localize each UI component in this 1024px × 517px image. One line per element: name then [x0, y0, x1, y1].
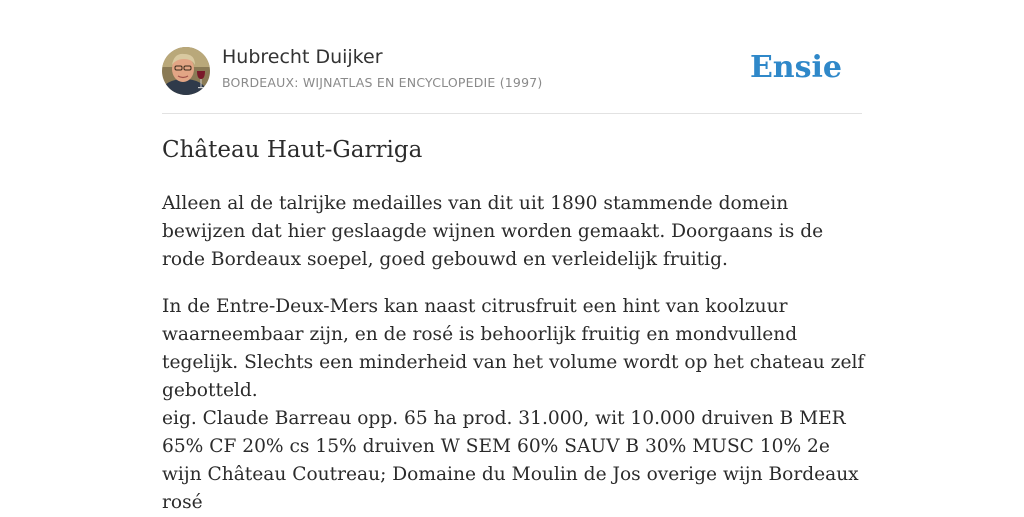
author-portrait-icon [162, 47, 210, 95]
book-title[interactable]: BORDEAUX: WIJNATLAS EN ENCYCLOPEDIE (1997) [222, 75, 543, 90]
avatar[interactable] [162, 47, 210, 95]
entry-paragraph: In de Entre-Deux-Mers kan naast citrusfruit een hint van koolzuur waarneembaar zijn, en de rosé is behoorlijk fruitig en mondvullend tegelijk. Slechts een minderheid van het volume wordt op het chateau zelf gebotteld. [162, 296, 865, 401]
brand-logo[interactable]: Ensie [749, 50, 842, 85]
author-header [162, 0, 862, 114]
entry-paragraph: eig. Claude Barreau opp. 65 ha prod. 31.000, wit 10.000 druiven B MER 65% CF 20% cs 15% druiven W SEM 60% SAUV B 30% MUSC 10% 2e wijn Château Coutreau; Domaine du Moulin de Jos overige wijn Bordeaux rosé [162, 408, 859, 513]
author-name[interactable]: Hubrecht Duijker [222, 46, 383, 68]
entry-card [162, 0, 865, 513]
page-title: Château Haut-Garriga [162, 137, 423, 163]
entry-paragraph: Alleen al de talrijke medailles van dit uit 1890 stammende domein bewijzen dat hier geslaagde wijnen worden gemaakt. Doorgaans is de rode Bordeaux soepel, goed gebouwd en verleidelijk fruitig. [162, 193, 824, 270]
